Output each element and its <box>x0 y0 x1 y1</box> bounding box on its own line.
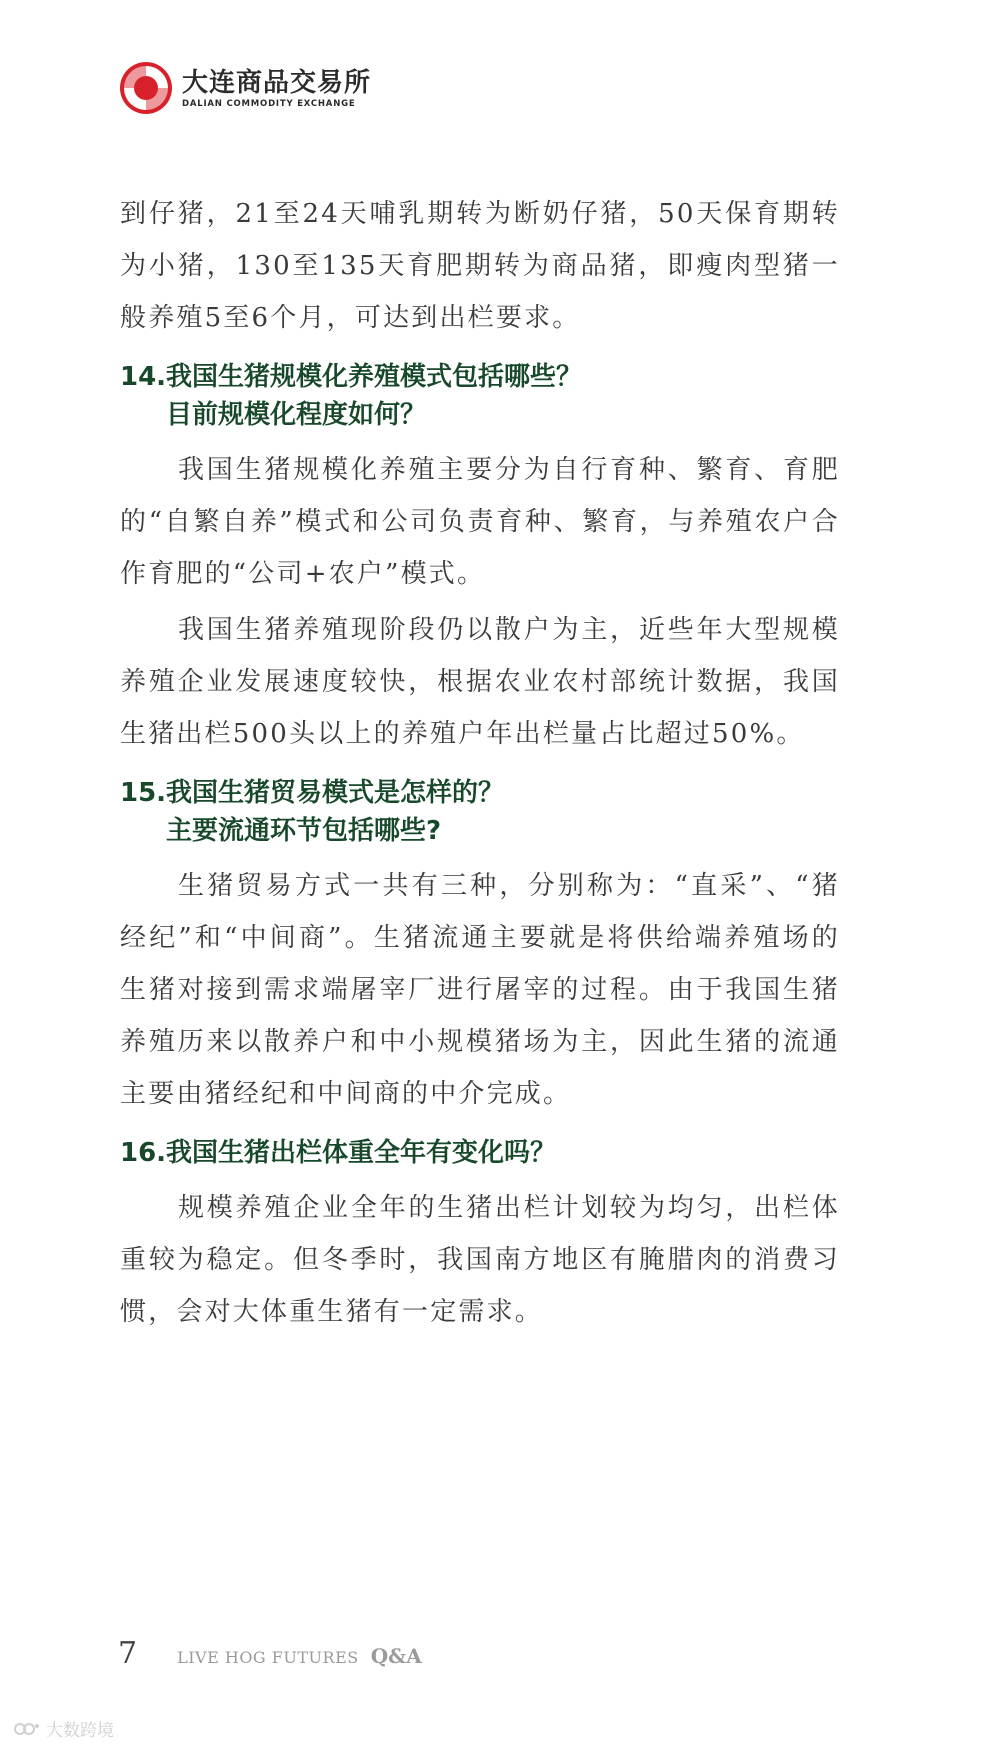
footer <box>118 1636 422 1671</box>
question-15-heading <box>120 774 840 850</box>
question-15-line1: 15.我国生猪贸易模式是怎样的？ <box>120 778 505 808</box>
watermark <box>14 1716 114 1741</box>
answer-15-paragraph: 生猪贸易方式一共有三种，分别称为：“直采”、“猪经纪”和“中间商”。生猪流通主要就是将供给端养殖场的生猪对接到需求端屠宰厂进行屠宰的过程。由于我国生猪养殖历来以散养户和中小规模猪场为主，因此生猪的流通主要由猪经纪和中间商的中介完成。 <box>120 871 840 1109</box>
question-14-line1: 14.我国生猪规模化养殖模式包括哪些？ <box>120 362 583 392</box>
answer-16-paragraph: 规模养殖企业全年的生猪出栏计划较为均匀，出栏体重较为稳定。但冬季时，我国南方地区有腌腊肉的消费习惯，会对大体重生猪有一定需求。 <box>120 1193 840 1327</box>
logo-chinese-name: 大连商品交易所 <box>182 67 372 98</box>
question-15-line2: 主要流通环节包括哪些? <box>166 816 442 846</box>
answer-14-paragraph-1: 我国生猪规模化养殖主要分为自行育种、繁育、育肥的“自繁自养”模式和公司负责育种、繁育，与养殖农户合作育肥的“公司+农户”模式。 <box>120 455 840 589</box>
intro-paragraph: 到仔猪，21至24天哺乳期转为断奶仔猪，50天保育期转为小猪，130至135天育肥期转为商品猪，即瘦肉型猪一般养殖5至6个月，可达到出栏要求。 <box>120 199 840 333</box>
footer-qa: Q&A <box>370 1644 422 1668</box>
page-number: 7 <box>118 1636 138 1671</box>
header <box>118 58 371 118</box>
footer-title: LIVE HOG FUTURES <box>177 1648 359 1667</box>
watermark-logo-icon <box>14 1721 40 1737</box>
dce-logo-icon <box>118 60 174 116</box>
watermark-text: 大数跨境 <box>46 1721 114 1741</box>
question-14-heading <box>120 358 840 434</box>
question-14-line2: 目前规模化程度如何？ <box>166 400 427 430</box>
answer-14-paragraph-2: 我国生猪养殖现阶段仍以散户为主，近些年大型规模养殖企业发展速度较快，根据农业农村部统计数据，我国生猪出栏500头以上的养殖户年出栏量占比超过50%。 <box>120 615 840 749</box>
question-16-heading <box>120 1134 840 1172</box>
question-16-line1: 16.我国生猪出栏体重全年有变化吗？ <box>120 1138 557 1168</box>
page-content <box>120 188 840 1338</box>
logo-english-name: DALIAN COMMODITY EXCHANGE <box>182 98 356 109</box>
